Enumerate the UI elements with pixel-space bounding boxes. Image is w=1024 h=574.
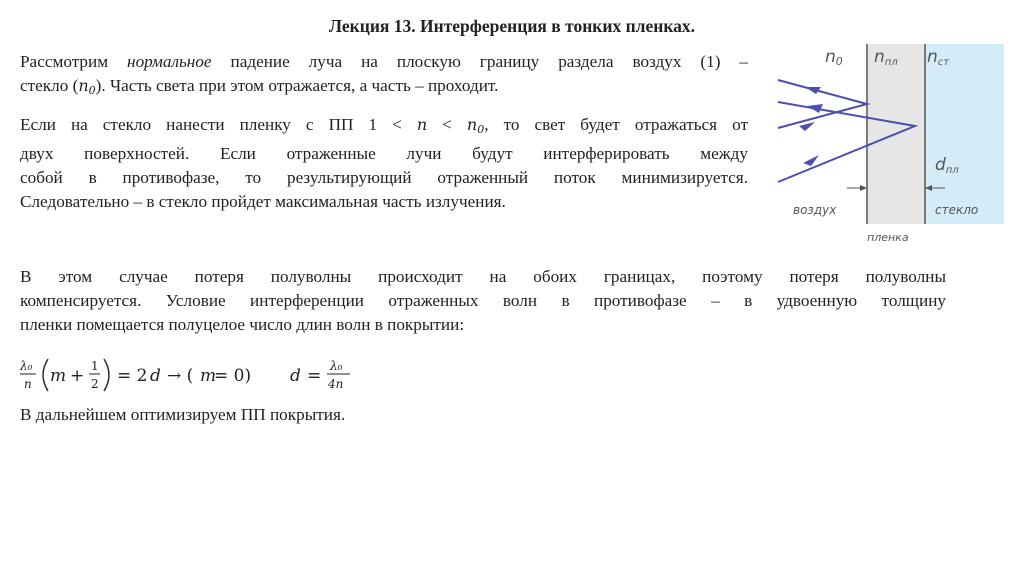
label-air: воздух: [793, 203, 837, 217]
arrow-head-icon: [860, 185, 867, 191]
paragraph-condition: [20, 265, 946, 337]
text: Рассмотрим: [20, 52, 128, 71]
paragraph-condition-line-2: компенсируется. Условие интерференции отраженных волн в противофазе – в удвоенную толщину: [20, 291, 946, 310]
paragraph-film: [20, 113, 748, 214]
paragraph-film-line-4: Следовательно – в стекло пройдет максимальная часть излучения.: [20, 192, 506, 211]
slide-title: Лекция 13. Интерференция в тонких пленках.: [328, 16, 696, 36]
frac2-denominator: 2: [91, 377, 99, 391]
equals-sign: =: [307, 366, 322, 386]
symbol-m: m: [50, 366, 67, 386]
film-diagram: [775, 42, 1010, 252]
arrow-open-paren: → (: [167, 366, 194, 386]
label-n-film: nпл: [874, 47, 898, 68]
paragraph-film-line-1: [20, 113, 748, 142]
text: <: [427, 115, 467, 134]
frac3-numerator: λ₀: [330, 359, 343, 373]
right-paren: [104, 359, 109, 391]
frac1-denominator: n: [24, 377, 32, 391]
italic-text: нормальное: [127, 52, 212, 71]
math-symbol: n: [466, 115, 478, 134]
symbol-d2: d: [290, 366, 301, 386]
symbol-m2: m: [200, 366, 217, 386]
frac2-numerator: 1: [91, 359, 99, 373]
text: стекло (: [20, 76, 79, 95]
text: Если на стекло нанести пленку с ПП 1 <: [20, 115, 417, 134]
text: ). Часть света при этом отражается, а часть – проходит.: [95, 76, 499, 95]
arrow-head-icon: [803, 155, 819, 166]
paragraph-film-line-3: собой в противофазе, то результирующий отраженный поток минимизируется.: [20, 168, 748, 187]
equals-two: = 2: [117, 366, 148, 386]
math-n: n: [416, 115, 428, 134]
math-n0: [78, 76, 95, 95]
math-subscript: 0: [477, 123, 485, 136]
paragraph-intro-line-1: [20, 50, 748, 74]
interference-formula-svg: [20, 355, 420, 395]
paragraph-condition-line-3: пленки помещается полуцелое число длин волн в покрытии:: [20, 315, 465, 334]
frac1-numerator: λ₀: [20, 359, 33, 373]
math-n0: [467, 115, 484, 134]
label-n0: n0: [825, 47, 843, 68]
label-film: пленка: [867, 231, 909, 244]
equals-zero: = 0): [214, 366, 252, 386]
symbol-d: d: [150, 366, 161, 386]
interference-formula: [20, 355, 420, 395]
paragraph-film-line-2: двух поверхностей. Если отраженные лучи будут интерферировать между: [20, 144, 748, 163]
label-glass: стекло: [935, 203, 979, 217]
frac3-denominator: 4n: [328, 377, 344, 391]
label-d-film: dпл: [935, 155, 959, 176]
math-subscript: 0: [88, 84, 96, 97]
label-n-glass: nст: [927, 47, 950, 68]
arrow-head-icon: [799, 122, 815, 131]
plus-sign: +: [70, 366, 85, 386]
paragraph-condition-line-1: В этом случае потеря полуволны происходит на обоих границах, поэтому потеря полуволны: [20, 267, 946, 286]
glass-layer: [925, 44, 1004, 224]
text: падение луча на плоскую границу раздела воздух (1) –: [211, 52, 749, 71]
left-paren: [43, 359, 48, 391]
film-diagram-svg: [775, 42, 1010, 252]
paragraph-conclusion: В дальнейшем оптимизируем ПП покрытия.: [20, 405, 346, 424]
paragraph-intro: [20, 50, 748, 103]
math-symbol: n: [78, 76, 89, 95]
paragraph-intro-line-2: [20, 74, 748, 103]
text: , то свет будет отражаться от: [484, 115, 748, 134]
